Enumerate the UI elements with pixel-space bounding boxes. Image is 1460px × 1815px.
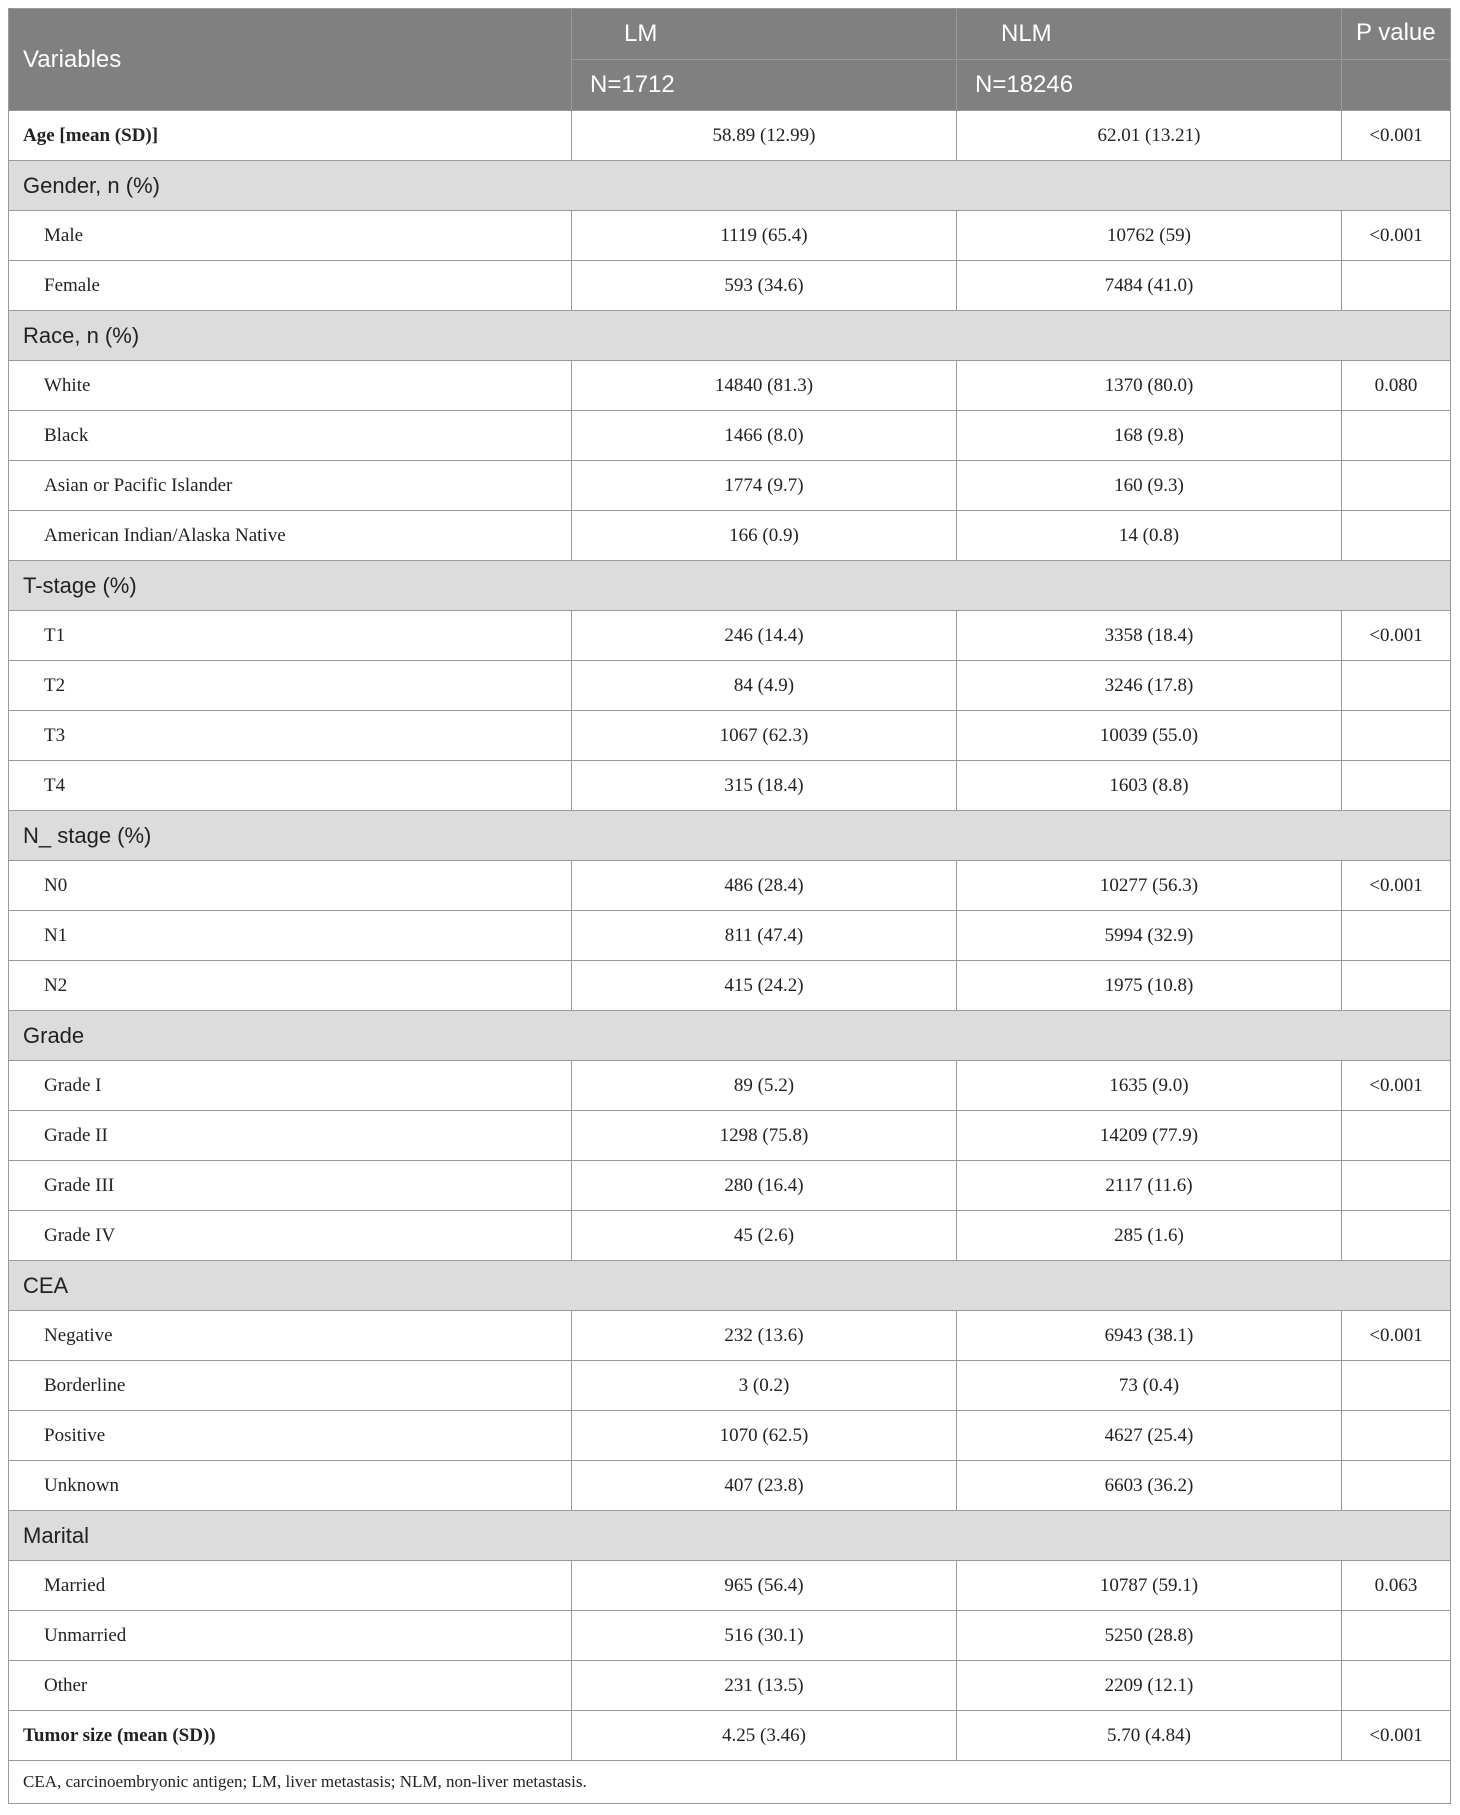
table-header bbox=[9, 9, 1451, 111]
row-label: Tumor size (mean (SD)) bbox=[9, 1711, 572, 1761]
p-value: 0.080 bbox=[1342, 361, 1451, 411]
table-row bbox=[9, 211, 1451, 261]
nlm-value: 10762 (59) bbox=[957, 211, 1342, 261]
nlm-value: 168 (9.8) bbox=[957, 411, 1342, 461]
row-label: Female bbox=[9, 261, 572, 311]
lm-value: 1070 (62.5) bbox=[572, 1411, 957, 1461]
table-row bbox=[9, 1361, 1451, 1411]
lm-value: 593 (34.6) bbox=[572, 261, 957, 311]
row-label: Male bbox=[9, 211, 572, 261]
nlm-value: 5.70 (4.84) bbox=[957, 1711, 1342, 1761]
p-value bbox=[1342, 1661, 1451, 1711]
nlm-value: 6603 (36.2) bbox=[957, 1461, 1342, 1511]
row-label: Asian or Pacific Islander bbox=[9, 461, 572, 511]
lm-value: 84 (4.9) bbox=[572, 661, 957, 711]
footnote-row bbox=[9, 1761, 1451, 1804]
lm-value: 407 (23.8) bbox=[572, 1461, 957, 1511]
column-header-p-value-blank bbox=[1342, 60, 1451, 111]
p-value bbox=[1342, 1111, 1451, 1161]
row-label: Grade I bbox=[9, 1061, 572, 1111]
group-title: Marital bbox=[9, 1511, 1451, 1561]
nlm-value: 1603 (8.8) bbox=[957, 761, 1342, 811]
table-row bbox=[9, 411, 1451, 461]
row-label: N2 bbox=[9, 961, 572, 1011]
row-label: Unknown bbox=[9, 1461, 572, 1511]
p-value bbox=[1342, 261, 1451, 311]
group-header-row bbox=[9, 561, 1451, 611]
lm-value: 280 (16.4) bbox=[572, 1161, 957, 1211]
p-value bbox=[1342, 1411, 1451, 1461]
group-title: CEA bbox=[9, 1261, 1451, 1311]
table-row bbox=[9, 761, 1451, 811]
p-value: <0.001 bbox=[1342, 611, 1451, 661]
table-row bbox=[9, 1111, 1451, 1161]
lm-value: 1298 (75.8) bbox=[572, 1111, 957, 1161]
nlm-value: 3246 (17.8) bbox=[957, 661, 1342, 711]
row-label: T3 bbox=[9, 711, 572, 761]
lm-value: 89 (5.2) bbox=[572, 1061, 957, 1111]
group-header-row bbox=[9, 1261, 1451, 1311]
nlm-value: 73 (0.4) bbox=[957, 1361, 1342, 1411]
group-header-row bbox=[9, 811, 1451, 861]
lm-value: 14840 (81.3) bbox=[572, 361, 957, 411]
p-value bbox=[1342, 911, 1451, 961]
table-row bbox=[9, 1611, 1451, 1661]
nlm-value: 2209 (12.1) bbox=[957, 1661, 1342, 1711]
table-row bbox=[9, 461, 1451, 511]
table-row bbox=[9, 511, 1451, 561]
row-label: Other bbox=[9, 1661, 572, 1711]
p-value bbox=[1342, 961, 1451, 1011]
p-value bbox=[1342, 1461, 1451, 1511]
nlm-value: 4627 (25.4) bbox=[957, 1411, 1342, 1461]
lm-value: 1119 (65.4) bbox=[572, 211, 957, 261]
p-value bbox=[1342, 711, 1451, 761]
group-title: Race, n (%) bbox=[9, 311, 1451, 361]
row-label: White bbox=[9, 361, 572, 411]
row-label: Grade IV bbox=[9, 1211, 572, 1261]
nlm-value: 1370 (80.0) bbox=[957, 361, 1342, 411]
table-row bbox=[9, 1661, 1451, 1711]
p-value: <0.001 bbox=[1342, 861, 1451, 911]
row-label: Grade II bbox=[9, 1111, 572, 1161]
lm-value: 415 (24.2) bbox=[572, 961, 957, 1011]
nlm-value: 5994 (32.9) bbox=[957, 911, 1342, 961]
table-row bbox=[9, 1411, 1451, 1461]
lm-value: 45 (2.6) bbox=[572, 1211, 957, 1261]
nlm-value: 6943 (38.1) bbox=[957, 1311, 1342, 1361]
lm-value: 1466 (8.0) bbox=[572, 411, 957, 461]
p-value bbox=[1342, 511, 1451, 561]
nlm-value: 10787 (59.1) bbox=[957, 1561, 1342, 1611]
group-header-row bbox=[9, 311, 1451, 361]
lm-value: 231 (13.5) bbox=[572, 1661, 957, 1711]
row-label: American Indian/Alaska Native bbox=[9, 511, 572, 561]
group-title: T-stage (%) bbox=[9, 561, 1451, 611]
nlm-value: 10277 (56.3) bbox=[957, 861, 1342, 911]
nlm-value: 7484 (41.0) bbox=[957, 261, 1342, 311]
group-header-row bbox=[9, 1511, 1451, 1561]
row-label: Married bbox=[9, 1561, 572, 1611]
nlm-value: 1975 (10.8) bbox=[957, 961, 1342, 1011]
nlm-value: 14209 (77.9) bbox=[957, 1111, 1342, 1161]
group-title: Grade bbox=[9, 1011, 1451, 1061]
lm-value: 811 (47.4) bbox=[572, 911, 957, 961]
row-label: N1 bbox=[9, 911, 572, 961]
column-header-p-value: P value bbox=[1342, 9, 1451, 60]
group-title: N_ stage (%) bbox=[9, 811, 1451, 861]
table-row bbox=[9, 911, 1451, 961]
column-header-nlm-label: NLM bbox=[1001, 20, 1052, 47]
p-value: <0.001 bbox=[1342, 1311, 1451, 1361]
column-header-lm-label: LM bbox=[624, 20, 658, 47]
p-value: 0.063 bbox=[1342, 1561, 1451, 1611]
group-title: Gender, n (%) bbox=[9, 161, 1451, 211]
p-value bbox=[1342, 411, 1451, 461]
lm-value: 1067 (62.3) bbox=[572, 711, 957, 761]
column-header-nlm bbox=[957, 9, 1342, 60]
row-label: T2 bbox=[9, 661, 572, 711]
row-label: Grade III bbox=[9, 1161, 572, 1211]
lm-value: 486 (28.4) bbox=[572, 861, 957, 911]
p-value bbox=[1342, 1211, 1451, 1261]
lm-value: 3 (0.2) bbox=[572, 1361, 957, 1411]
lm-value: 58.89 (12.99) bbox=[572, 111, 957, 161]
nlm-value: 1635 (9.0) bbox=[957, 1061, 1342, 1111]
p-value bbox=[1342, 1361, 1451, 1411]
table-row bbox=[9, 261, 1451, 311]
group-header-row bbox=[9, 161, 1451, 211]
row-label: Unmarried bbox=[9, 1611, 572, 1661]
column-header-lm bbox=[572, 9, 957, 60]
nlm-value: 5250 (28.8) bbox=[957, 1611, 1342, 1661]
p-value: <0.001 bbox=[1342, 111, 1451, 161]
lm-value: 1774 (9.7) bbox=[572, 461, 957, 511]
row-label: T4 bbox=[9, 761, 572, 811]
nlm-value: 10039 (55.0) bbox=[957, 711, 1342, 761]
table-body bbox=[9, 111, 1451, 1804]
column-header-nlm-n: N=18246 bbox=[957, 60, 1342, 111]
header-row bbox=[9, 9, 1451, 60]
p-value: <0.001 bbox=[1342, 1711, 1451, 1761]
row-label: Negative bbox=[9, 1311, 572, 1361]
column-header-variables: Variables bbox=[9, 9, 572, 111]
table-row bbox=[9, 1161, 1451, 1211]
table-row bbox=[9, 661, 1451, 711]
table-row bbox=[9, 1461, 1451, 1511]
row-label: Black bbox=[9, 411, 572, 461]
lm-value: 516 (30.1) bbox=[572, 1611, 957, 1661]
row-label: N0 bbox=[9, 861, 572, 911]
table-row bbox=[9, 1311, 1451, 1361]
table-row bbox=[9, 1211, 1451, 1261]
nlm-value: 2117 (11.6) bbox=[957, 1161, 1342, 1211]
table-row bbox=[9, 1561, 1451, 1611]
table-row bbox=[9, 711, 1451, 761]
p-value bbox=[1342, 661, 1451, 711]
p-value bbox=[1342, 761, 1451, 811]
lm-value: 246 (14.4) bbox=[572, 611, 957, 661]
table-container bbox=[8, 8, 1450, 1804]
table-row bbox=[9, 361, 1451, 411]
row-label: Positive bbox=[9, 1411, 572, 1461]
table-row bbox=[9, 961, 1451, 1011]
table-row bbox=[9, 611, 1451, 661]
row-label: T1 bbox=[9, 611, 572, 661]
lm-value: 965 (56.4) bbox=[572, 1561, 957, 1611]
group-header-row bbox=[9, 1011, 1451, 1061]
lm-value: 4.25 (3.46) bbox=[572, 1711, 957, 1761]
p-value bbox=[1342, 461, 1451, 511]
lm-value: 315 (18.4) bbox=[572, 761, 957, 811]
table-row bbox=[9, 861, 1451, 911]
nlm-value: 160 (9.3) bbox=[957, 461, 1342, 511]
nlm-value: 285 (1.6) bbox=[957, 1211, 1342, 1261]
column-header-lm-n: N=1712 bbox=[572, 60, 957, 111]
p-value bbox=[1342, 1161, 1451, 1211]
data-table bbox=[8, 8, 1451, 1804]
p-value bbox=[1342, 1611, 1451, 1661]
table-row bbox=[9, 1061, 1451, 1111]
nlm-value: 62.01 (13.21) bbox=[957, 111, 1342, 161]
row-label: Age [mean (SD)] bbox=[9, 111, 572, 161]
lm-value: 166 (0.9) bbox=[572, 511, 957, 561]
p-value: <0.001 bbox=[1342, 1061, 1451, 1111]
table-row bbox=[9, 1711, 1451, 1761]
nlm-value: 3358 (18.4) bbox=[957, 611, 1342, 661]
lm-value: 232 (13.6) bbox=[572, 1311, 957, 1361]
nlm-value: 14 (0.8) bbox=[957, 511, 1342, 561]
table-row bbox=[9, 111, 1451, 161]
footnote: CEA, carcinoembryonic antigen; LM, liver metastasis; NLM, non-liver metastasis. bbox=[9, 1761, 1451, 1804]
p-value: <0.001 bbox=[1342, 211, 1451, 261]
row-label: Borderline bbox=[9, 1361, 572, 1411]
